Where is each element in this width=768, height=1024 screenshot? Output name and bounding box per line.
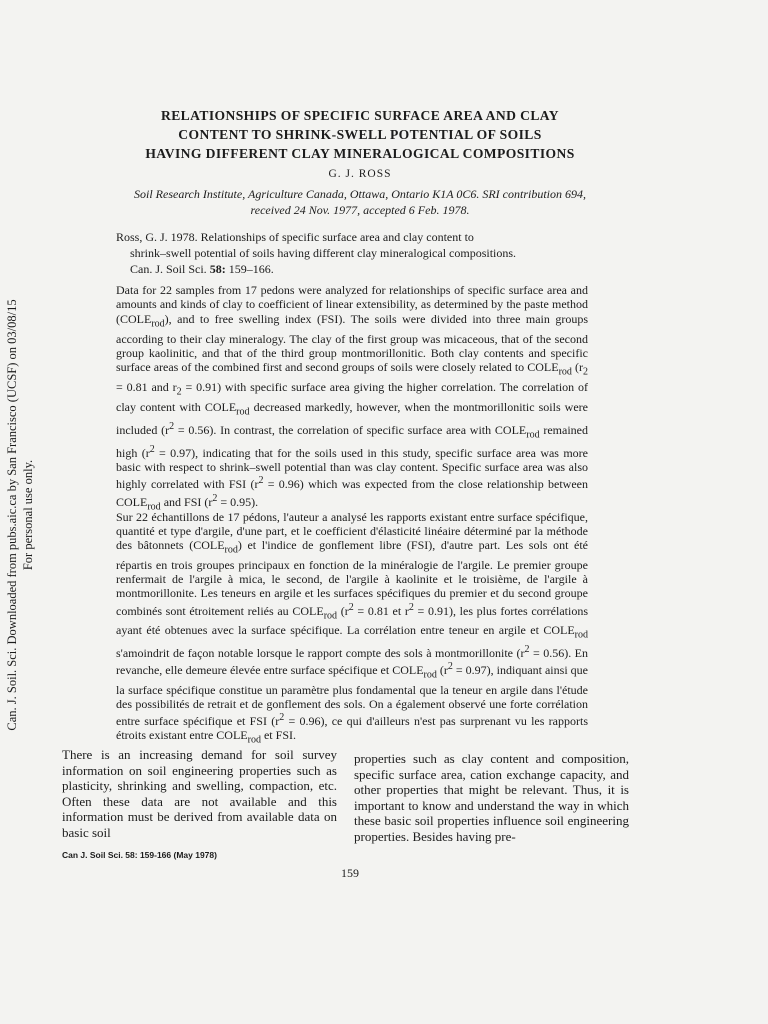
title-line-2: CONTENT TO SHRINK-SWELL POTENTIAL OF SOILS <box>178 127 542 142</box>
download-watermark <box>4 270 38 760</box>
page-number: 159 <box>341 866 359 880</box>
citation-volume: 58: <box>209 262 226 276</box>
citation-journal: Can. J. Soil Sci. <box>130 262 210 276</box>
affiliation-line-2: received 24 Nov. 1977, accepted 6 Feb. 1978. <box>250 203 470 217</box>
body-left-column: There is an increasing demand for soil survey information on soil engineering properties such as plasticity, shrinking and swelling, compaction, etc. Often these data are not available and this information must be derived from available data on basic soil <box>62 747 337 840</box>
abstract-french: Sur 22 échantillons de 17 pédons, l'auteur a analysé les rapports existant entre surface spécifique, quantité et type d'argile, d'une part, et le coefficient d'élasticité linéaire déterminé par la méthode des bâtonnets $(COLE_{rod})$ et l'indice de gonflement libre (FSI), d'autre part. Les sols ont été répartis en trois groupes principaux en fonction de la minéralogie de l'argile. Le premier groupe renfermait de l'argile à mica, le second, de l'argile à kaolinite et le troisième, de l'argile à montmorillonite. Les teneurs en argile et les surfaces spécifiques du premier et du second groupe combinés sont étroitement reliés au $COLE_{rod}$ ($r^2 = 0.81$ et $r^2 = 0.91$), les plus fortes corrélations ayant été obtenues avec la surface spécifique. La corrélation entre teneur en argile et $COLE_{rod}$ s'amoindrit de façon notable lorsque le rapport compte des sols à montmorillonite $(r^2 = 0.56)$. En revanche, elle demeure élevée entre surface spécifique et $COLE_{rod}$ $(r^2 = 0.97)$, indiquant ainsi que la surface spécifique constitue un paramètre plus fondamental que la teneur en argile dans l'étude des possibilités de retrait et de gonflement des sols. On a également observé une forte corrélation entre surface spécifique et FSI $(r^2 = 0.96)$, ce qui d'ailleurs n'est pas surprenant vu les rapports étroits existant entre $COLE_{rod}$ et FSI. <box>116 510 589 746</box>
watermark-line-2: For personal use only. <box>21 459 35 571</box>
affiliation-line-1: Soil Research Institute, Agriculture Canada, Ottawa, Ontario K1A 0C6. SRI contribution 694, <box>134 187 586 201</box>
affiliation <box>60 186 660 218</box>
citation-line-3 <box>116 261 594 277</box>
paper-title <box>80 106 640 163</box>
author-name: G. J. ROSS <box>328 168 392 180</box>
title-line-3: HAVING DIFFERENT CLAY MINERALOGICAL COMPOSITIONS <box>145 146 575 161</box>
citation-block <box>116 229 594 277</box>
watermark-line-1: Can. J. Soil. Sci. Downloaded from pubs.aic.ca by San Francisco (UCSF) on 03/08/15 <box>5 299 19 731</box>
body-right-column: properties such as clay content and composition, specific surface area, cation exchange capacity, and other properties that might be relevant. Thus, it is important to know and understand the way in which these basic soil properties influence soil engineering properties. Besides having pre- <box>354 751 629 844</box>
citation-line-2: shrink–swell potential of soils having different clay mineralogical compositions. <box>130 246 517 260</box>
journal-reference: Can J. Soil Sci. 58: 159-166 (May 1978) <box>62 850 217 860</box>
citation-line-1: Ross, G. J. 1978. Relationships of specific surface area and clay content to <box>116 230 474 244</box>
title-line-1: RELATIONSHIPS OF SPECIFIC SURFACE AREA AND CLAY <box>161 108 559 123</box>
abstract-english: Data for 22 samples from 17 pedons were analyzed for relationships of specific surface area and amounts and kinds of clay to coefficient of linear extensibility, as determined by the paste method $(COLE_{rod})$, and to free swelling index (FSI). The soils were divided into three main groups according to their clay mineralogy. The clay of the first group was micaceous, that of the second group kaolinitic, and that of the third group montmorillonitic. Both clay contents and specific surface areas of the combined first and second groups of soils were closely related to $COLE_{rod}$ ($r_2 = 0.81$ and $r_2 = 0.91$) with specific surface area giving the higher correlation. The correlation of clay content with $COLE_{rod}$ decreased markedly, however, when the montmorillonitic soils were included $(r^2 = 0.56)$. In contrast, the correlation of specific surface area with $COLE_{rod}$ remained high $(r^2 = 0.97)$, indicating that for the soils used in this study, specific surface area was more basic with respect to shrink–swell potential than was clay content. Specific surface area was also highly correlated with FSI $(r^2 = 0.96)$ which was expected from the close relationship between $COLE_{rod}$ and FSI $(r^2 = 0.95)$. <box>116 283 588 513</box>
citation-pages: 159–166. <box>225 262 274 276</box>
